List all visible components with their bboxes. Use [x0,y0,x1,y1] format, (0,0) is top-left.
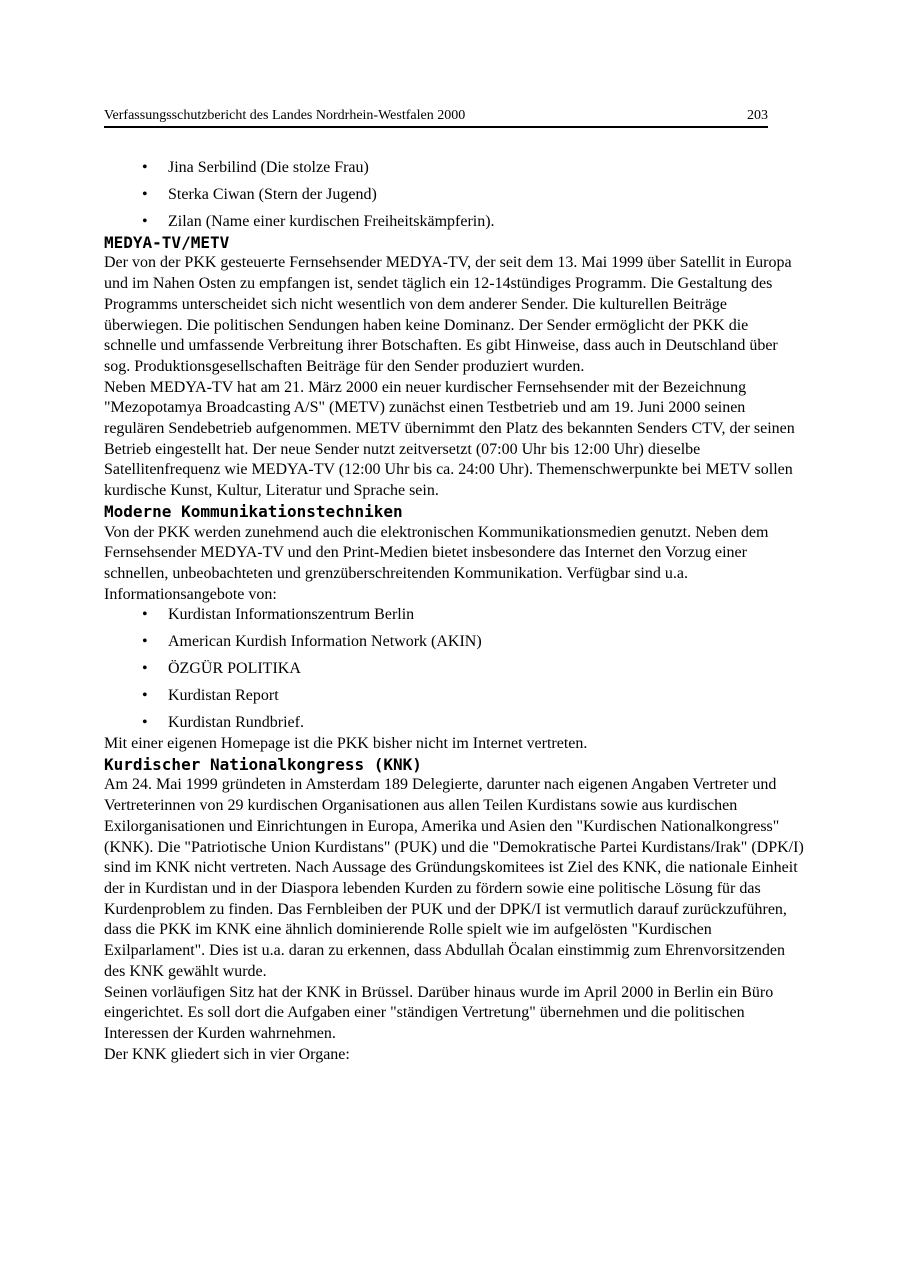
paragraph: Am 24. Mai 1999 gründeten in Amsterdam 189 Delegierte, darunter nach eigenen Angaben Vertreter und Vertreterinnen von 29 kurdischen Organisationen aus allen Teilen Kurdistans sowie aus kurdischen Exilorganisationen und Einrichtungen in Europa, Amerika und Asien den "Kurdischen Nationalkongress" (KNK). Die "Patriotische Union Kurdistans" (PUK) und die "Demokratische Partei Kurdistans/Irak" (DPK/I) sind im KNK nicht vertreten. Nach Aussage des Gründungskomitees ist Ziel des KNK, die nationale Einheit der in Kurdistan und in der Diaspora lebenden Kurden zu fördern sowie eine politische Lösung für das Kurdenproblem zu finden. Das Fernbleiben der PUK und der DPK/I ist vermutlich darauf zurückzuführen, dass die PKK im KNK eine ähnlich dominierende Rolle spielt wie im aufgelösten "Kurdischen Exilparlament". Dies ist u.a. daran zu erkennen, dass Abdullah Öcalan einstimmig zum Ehrenvorsitzenden des KNK gewählt wurde. [104,776,804,980]
list-item: • Kurdistan Informationszentrum Berlin [104,605,804,626]
bullet-icon: • [142,714,148,732]
paragraph: Neben MEDYA-TV hat am 21. März 2000 ein neuer kurdischer Fernsehsender mit der Bezeichnung "Mezopotamya Broadcasting A/S" (METV) zunächst einen Testbetrieb und am 19. Juni 2000 seinen regulären Sendebetrieb aufgenommen. METV übernimmt den Platz des bekannten Senders CTV, der seinen Betrieb eingestellt hat. Der neue Sender nutzt zeitversetzt (07:00 Uhr bis 12:00 Uhr) dieselbe Satellitenfrequenz wie MEDYA-TV (12:00 Uhr bis ca. 24:00 Uhr). Themenschwerpunkte bei METV sollen kurdische Kunst, Kultur, Literatur und Sprache sein. [104,378,795,500]
list-item: • Jina Serbilind (Die stolze Frau) [104,158,804,179]
bullet-icon: • [142,660,148,678]
section-heading-knk: Kurdischer Nationalkongress (KNK) [104,754,422,774]
list-item: • Kurdistan Rundbrief. [104,713,804,734]
list-item: • American Kurdish Information Network (AKIN) [104,632,804,653]
bullet-icon: • [142,213,148,230]
paragraph: Der KNK gliedert sich in vier Organe: [104,1045,350,1063]
bullet-list-internet [104,605,804,734]
bullet-icon: • [142,606,148,624]
section-heading-medya: MEDYA-TV/METV [104,232,230,252]
header-title: Verfassungsschutzbericht des Landes Nordrhein-Westfalen 2000 [104,108,466,123]
paragraph: Seinen vorläufigen Sitz hat der KNK in Brüssel. Darüber hinaus wurde im April 2000 in Berlin ein Büro eingerichtet. Es soll dort die Aufgaben einer "ständigen Vertretung" übernehmen und die politischen Interessen der Kurden wahrnehmen. [104,983,774,1042]
paragraph: Mit einer eigenen Homepage ist die PKK bisher nicht im Internet vertreten. [104,735,588,753]
page-number: 203 [747,108,768,123]
paragraph: Von der PKK werden zunehmend auch die elektronischen Kommunikationsmedien genutzt. Neben dem Fernsehsender MEDYA-TV und den Print-Medien bietet insbesondere das Internet den Vorzug einer schnellen, unbeobachteten und grenzüberschreitenden Kommunikation. Verfügbar sind u.a. Informationsangebote von: [104,523,769,603]
list-item: • Sterka Ciwan (Stern der Jugend) [104,185,804,206]
bullet-list-magazines [104,158,804,233]
list-item: • Zilan (Name einer kurdischen Freiheitskämpferin). [104,212,804,233]
bullet-icon: • [142,687,148,705]
bullet-icon: • [142,633,148,651]
list-item: • Kurdistan Report [104,686,804,707]
bullet-icon: • [142,159,148,176]
document-body [104,158,804,1065]
bullet-icon: • [142,186,148,203]
section-heading-kommunikation: Moderne Kommunikationstechniken [104,501,403,521]
list-item: • ÖZGÜR POLITIKA [104,659,804,680]
paragraph: Der von der PKK gesteuerte Fernsehsender MEDYA-TV, der seit dem 13. Mai 1999 über Satellit in Europa und im Nahen Osten zu empfangen ist, sendet täglich ein 12-14stündiges Programm. Die Gestaltung des Programms unterscheidet sich nicht wesentlich von dem anderer Sender. Die kulturellen Beiträge überwiegen. Die politischen Sendungen haben keine Dominanz. Der Sender ermöglicht der PKK die schnelle und umfassende Verbreitung ihrer Botschaften. Es gibt Hinweise, dass auch in Deutschland über sog. Produktionsgesellschaften Beiträge für den Sender produziert wurden. [104,254,792,375]
running-header [104,107,768,128]
